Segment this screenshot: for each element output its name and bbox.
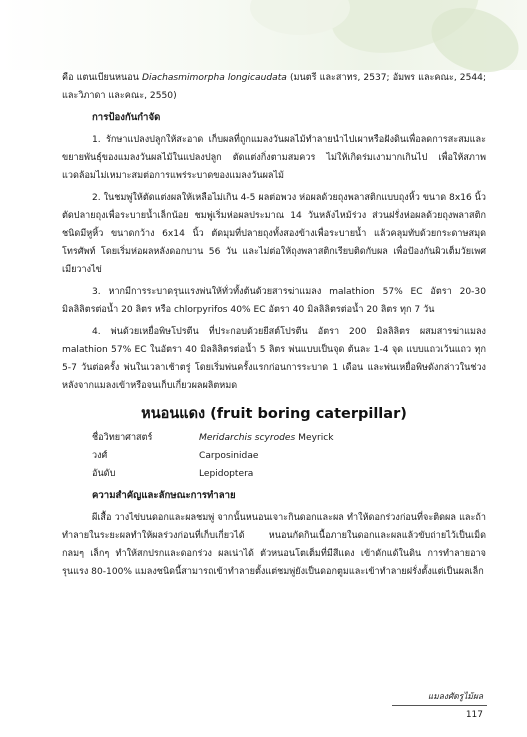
page-number: 117 bbox=[465, 710, 483, 720]
intro-text: คือ แตนเบียนหนอน bbox=[62, 73, 142, 83]
control-item-1: 1. รักษาแปลงปลูกให้สะอาด เก็บผลที่ถูกแมลงวันผลไม้ทำลายนำไปเผาหรือฝังดินเพื่อลดการสะสมและขยายพันธุ์ของแมลงวันผลไม้ในแปลงปลูก ตัดแต่งกิ่งตามสมควร ไม่ให้เกิดร่มเงามากเกินไป เพื่อให้สภาพแวดล้อมไม่เหมาะสมต่อการแพร่ระบาดของแมลงวันผลไม้ bbox=[62, 135, 486, 181]
importance-paragraph: ผีเสื้อ วางไข่บนดอกและผลชมพู่ จากนั้นหนอนเจาะกินดอกและผล ทำให้ดอกร่วงก่อนที่จะติดผล และถ้าทำลายในระยะผลทำให้ผลร่วงก่อนที่เก็บเกี่ยวได้ หนอนกัดกินเนื้อภายในดอกและผลแล้วขับถ่ายไว้เป็นเม็ดกลมๆ เล็กๆ ทำให้สกปรกและดอกร่วง ผลเน่าได้ ตัวหนอนโตเต็มที่มีสีแดง เข้าดักแด้ในดิน การทำลายอาจรุนแรง 80-100% แมลงชนิดนี้สามารถเข้าทำลายตั้งแต่ชมพู่ยังเป็นดอกตูมและเข้าทำลายฝรั่งตั้งแต่เป็นผลเล็ก bbox=[62, 513, 486, 577]
control-item-3: 3. หากมีการระบาดรุนแรงพ่นให้ทั่วทั้งต้นด้วยสารฆ่าแมลง malathion 57% EC อัตรา 20-30 มิลลิลิตรต่อน้ำ 20 ลิตร หรือ chlorpyrifos 40% EC อัตรา 40 มิลลิลิตรต่อน้ำ 20 ลิตร ทุก 7 วัน bbox=[62, 287, 486, 315]
control-item-2: 2. ในชมพู่ให้ตัดแต่งผลให้เหลือไม่เกิน 4-5 ผลต่อพวง ห่อผลด้วยถุงพลาสติกแบบถุงหิ้ว ขนาด 8x16 นิ้ว ตัดปลายถุงเพื่อระบายน้ำเล็กน้อย ชมพู่เริ่มห่อผลประมาณ 14 วันหลังไหม้ร่วง ส่วนฝรั่งห่อผลด้วยถุงพลาสติกชนิดมีหูหิ้ว ขนาดกว้าง 6x14 นิ้ว ตัดมุมที่ปลายถุงทั้งสองข้างเพื่อระบายน้ำ แล้วคลุมทับด้วยกระดาษสมุดโทรศัพท์ โดยเริ่มห่อผลหลังดอกบาน 56 วัน และไม่ต่อให้ถุงพลาสติกเรียบติดกับผล เพื่อป้องกันผิวเต็มวัยเพศเมียวางไข่ bbox=[62, 193, 486, 275]
pest-title: หนอนแดง (fruit boring caterpillar) bbox=[141, 406, 407, 422]
family-name: Carposinidae bbox=[199, 451, 259, 461]
intro-citation: (มนตรี และสาทร, 2537; อัมพร และคณะ, 2544; และวิภาดา และคณะ, 2550) bbox=[62, 73, 487, 101]
classification-row bbox=[92, 429, 486, 447]
footer-divider bbox=[392, 705, 487, 706]
author-name: Meyrick bbox=[295, 433, 334, 443]
classification-label: อันดับ bbox=[92, 469, 116, 479]
page-content bbox=[62, 69, 486, 581]
header-decoration bbox=[0, 0, 527, 70]
scientific-name: Meridarchis scyrodes bbox=[199, 433, 296, 443]
intro-paragraph bbox=[62, 69, 486, 105]
control-heading: การป้องกันกำจัด bbox=[92, 112, 161, 123]
classification-row bbox=[92, 447, 486, 465]
classification-label: วงศ์ bbox=[92, 451, 108, 461]
footer-book-title: แมลงศัตรูไม้ผล bbox=[427, 691, 483, 701]
species-name: Diachasmimorpha longicaudata bbox=[142, 73, 287, 83]
order-name: Lepidoptera bbox=[199, 469, 254, 479]
classification-table bbox=[92, 429, 486, 483]
classification-label: ชื่อวิทยาศาสตร์ bbox=[92, 433, 153, 443]
classification-row bbox=[92, 465, 486, 483]
importance-heading: ความสำคัญและลักษณะการทำลาย bbox=[92, 490, 236, 501]
control-item-4: 4. พ่นด้วยเหยื่อพิษโปรตีน ที่ประกอบด้วยยีสต์โปรตีน อัตรา 200 มิลลิลิตร ผสมสารฆ่าแมลง malathion 57% EC ในอัตรา 40 มิลลิลิตรต่อน้ำ 5 ลิตร พ่นแบบเป็นจุด ต้นละ 1-4 จุด แบบแถวเว้นแถว ทุก 5-7 วันต่อครั้ง พ่นในเวลาเช้าตรู่ โดยเริ่มพ่นครั้งแรกก่อนการระบาด 1 เดือน และพ่นเหยื่อพิษดังกล่าวในช่วงหลังจากแมลงเข้าหรือจนเก็บเกี่ยวผลผลิตหมด bbox=[62, 327, 486, 391]
